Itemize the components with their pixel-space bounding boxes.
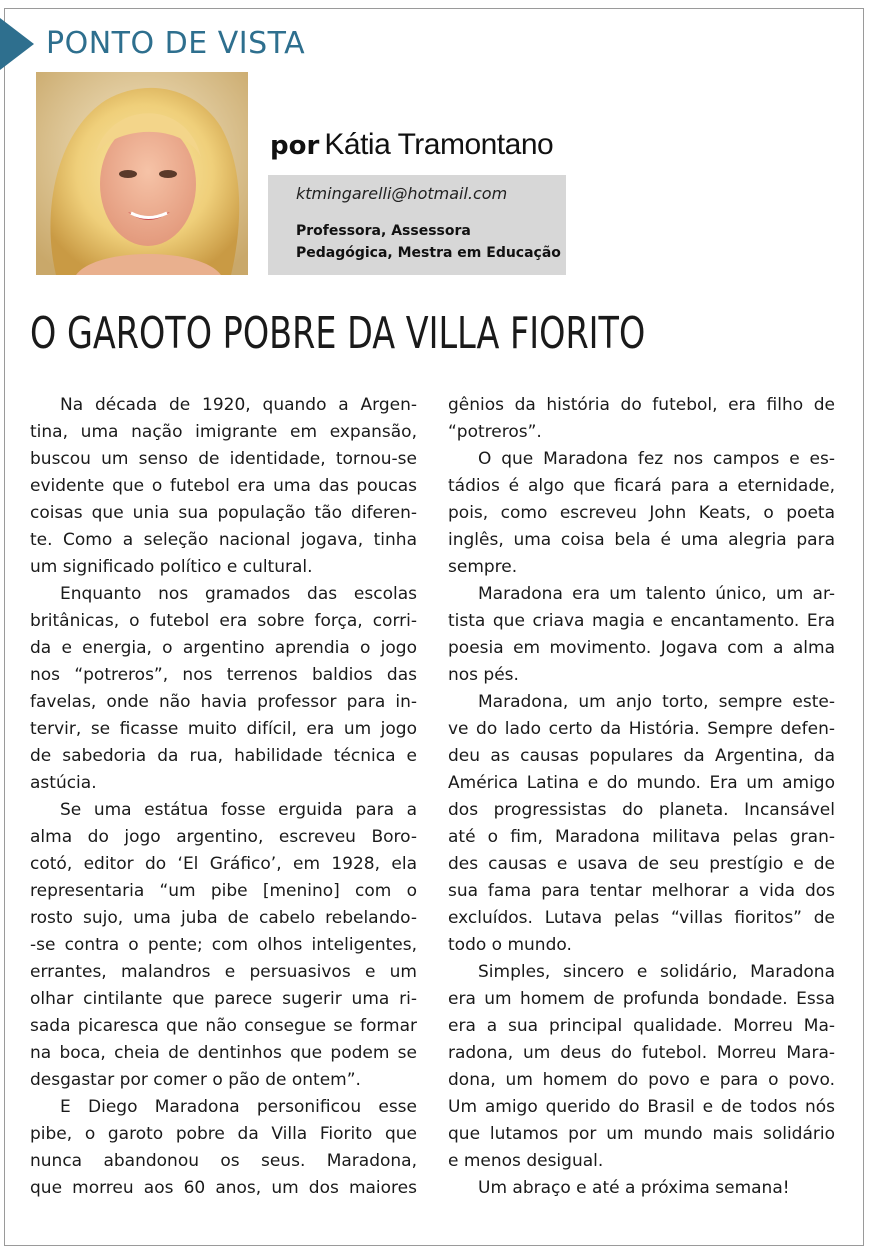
article-line: olhar cintilante que parece sugerir uma ri- [30,989,417,1009]
article-line: sempre. [448,557,518,577]
article-line: Simples, sincero e solidário, Maradona [478,962,835,982]
article-line: Um amigo querido do Brasil e de todos nós [448,1097,835,1117]
article-line: que morreu aos 60 anos, um dos maiores [30,1178,417,1198]
section-marker-triangle [0,18,34,70]
article-line: representaria “um pibe [menino] com o [30,881,417,901]
article-line: Enquanto nos gramados das escolas [60,584,417,604]
author-byline [270,128,553,162]
article-title: O GAROTO POBRE DA VILLA FIORITO [30,308,646,359]
article-column-left [30,392,417,1202]
article-paragraph [448,446,835,581]
article-line: deu as causas populares da Argentina, da [448,746,835,766]
article-line: nos pés. [448,665,519,685]
author-role-line: Professora, Assessora [296,223,471,239]
article-line: E Diego Maradona personificou esse [60,1097,417,1117]
article-line: O que Maradona fez nos campos e es- [478,449,835,469]
article-line: “potreros”. [448,422,542,442]
article-line: que lutamos por um mundo mais solidário [448,1124,835,1144]
article-line: buscou um senso de identidade, tornou-se [30,449,417,469]
article-line: favelas, onde não havia professor para in- [30,692,417,712]
article-line: dona, um homem do povo e para o povo. [448,1070,835,1090]
article-line: cotó, editor do ‘El Gráfico’, em 1928, ela [30,854,417,874]
article-line: alma do jogo argentino, escreveu Boro- [30,827,417,847]
article-line: errantes, malandros e persuasivos e um [30,962,417,982]
article-line: da e energia, o argentino aprendia o jogo [30,638,417,658]
article-line: radona, um deus do futebol. Morreu Mara- [448,1043,835,1063]
article-line: Maradona, um anjo torto, sempre este- [478,692,835,712]
article-line: sada picaresca que não consegue se formar [30,1016,417,1036]
article-line: britânicas, o futebol era sobre força, corri- [30,611,417,631]
article-line: -se contra o pente; com olhos inteligentes, [30,935,417,955]
article-line: nunca abandonou os seus. Maradona, [30,1151,417,1171]
article-line: era um homem de profunda bondade. Essa [448,989,835,1009]
article-line: um significado político e cultural. [30,557,313,577]
author-role [296,220,561,264]
article-line: tista que criava magia e encantamento. Era [448,611,835,631]
article-line: coisas que unia sua população tão diferen- [30,503,417,523]
author-email: ktmingarelli@hotmail.com [296,184,508,203]
article-line: todo o mundo. [448,935,572,955]
article-line: te. Como a seleção nacional jogava, tinha [30,530,417,550]
article-paragraph [448,392,835,446]
author-photo [36,72,248,275]
article-line: Um abraço e até a próxima semana! [478,1178,790,1198]
article-paragraph [30,581,417,797]
author-info-box [268,175,566,275]
article-line: pois, como escreveu John Keats, o poeta [448,503,835,523]
article-line: des causas e usava de seu prestígio e de [448,854,835,874]
article-line: ve do lado certo da História. Sempre defen- [448,719,835,739]
article-line: tervir, se ficasse muito difícil, era um jogo [30,719,417,739]
article-line: dos progressistas do planeta. Incansável [448,800,835,820]
byline-por: por [270,131,320,161]
article-line: Maradona era um talento único, um ar- [478,584,835,604]
article-line: até o fim, Maradona militava pelas gran- [448,827,835,847]
article-line: tádios é algo que ficará para a eternidade, [448,476,835,496]
author-role-line: Pedagógica, Mestra em Educação [296,245,561,261]
article-column-right [448,392,835,1202]
article-paragraph [448,959,835,1175]
article-paragraph [448,689,835,959]
article-paragraph [30,392,417,581]
article-line: pibe, o garoto pobre da Villa Fiorito que [30,1124,417,1144]
article-line: astúcia. [30,773,97,793]
article-line: tina, uma nação imigrante em expansão, [30,422,417,442]
article-line: rosto sujo, uma juba de cabelo rebelando- [30,908,417,928]
article-line: gênios da história do futebol, era filho de [448,395,835,415]
article-paragraph [30,797,417,1094]
article-line: de sabedoria da rua, habilidade técnica e [30,746,417,766]
article-paragraph [30,1094,417,1202]
article-line: América Latina e do mundo. Era um amigo [448,773,835,793]
article-line: poesia em movimento. Jogava com a alma [448,638,835,658]
article-paragraph [448,1175,835,1202]
author-name: Kátia Tramontano [324,128,554,161]
article-line: e menos desigual. [448,1151,604,1171]
section-title: PONTO DE VISTA [46,26,306,61]
article-line: sua fama para tentar melhorar a vida dos [448,881,835,901]
article-line: Se uma estátua fosse erguida para a [60,800,417,820]
article-line: Na década de 1920, quando a Argen- [60,395,417,415]
article-line: desgastar por comer o pão de ontem”. [30,1070,361,1090]
article-line: nos “potreros”, nos terrenos baldios das [30,665,417,685]
article-line: era a sua principal qualidade. Morreu Ma- [448,1016,835,1036]
article-line: excluídos. Lutava pelas “villas fioritos” de [448,908,835,928]
article-line: na boca, cheia de dentinhos que podem se [30,1043,417,1063]
article-line: evidente que o futebol era uma das poucas [30,476,417,496]
article-line: inglês, uma coisa bela é uma alegria para [448,530,835,550]
article-paragraph [448,581,835,689]
